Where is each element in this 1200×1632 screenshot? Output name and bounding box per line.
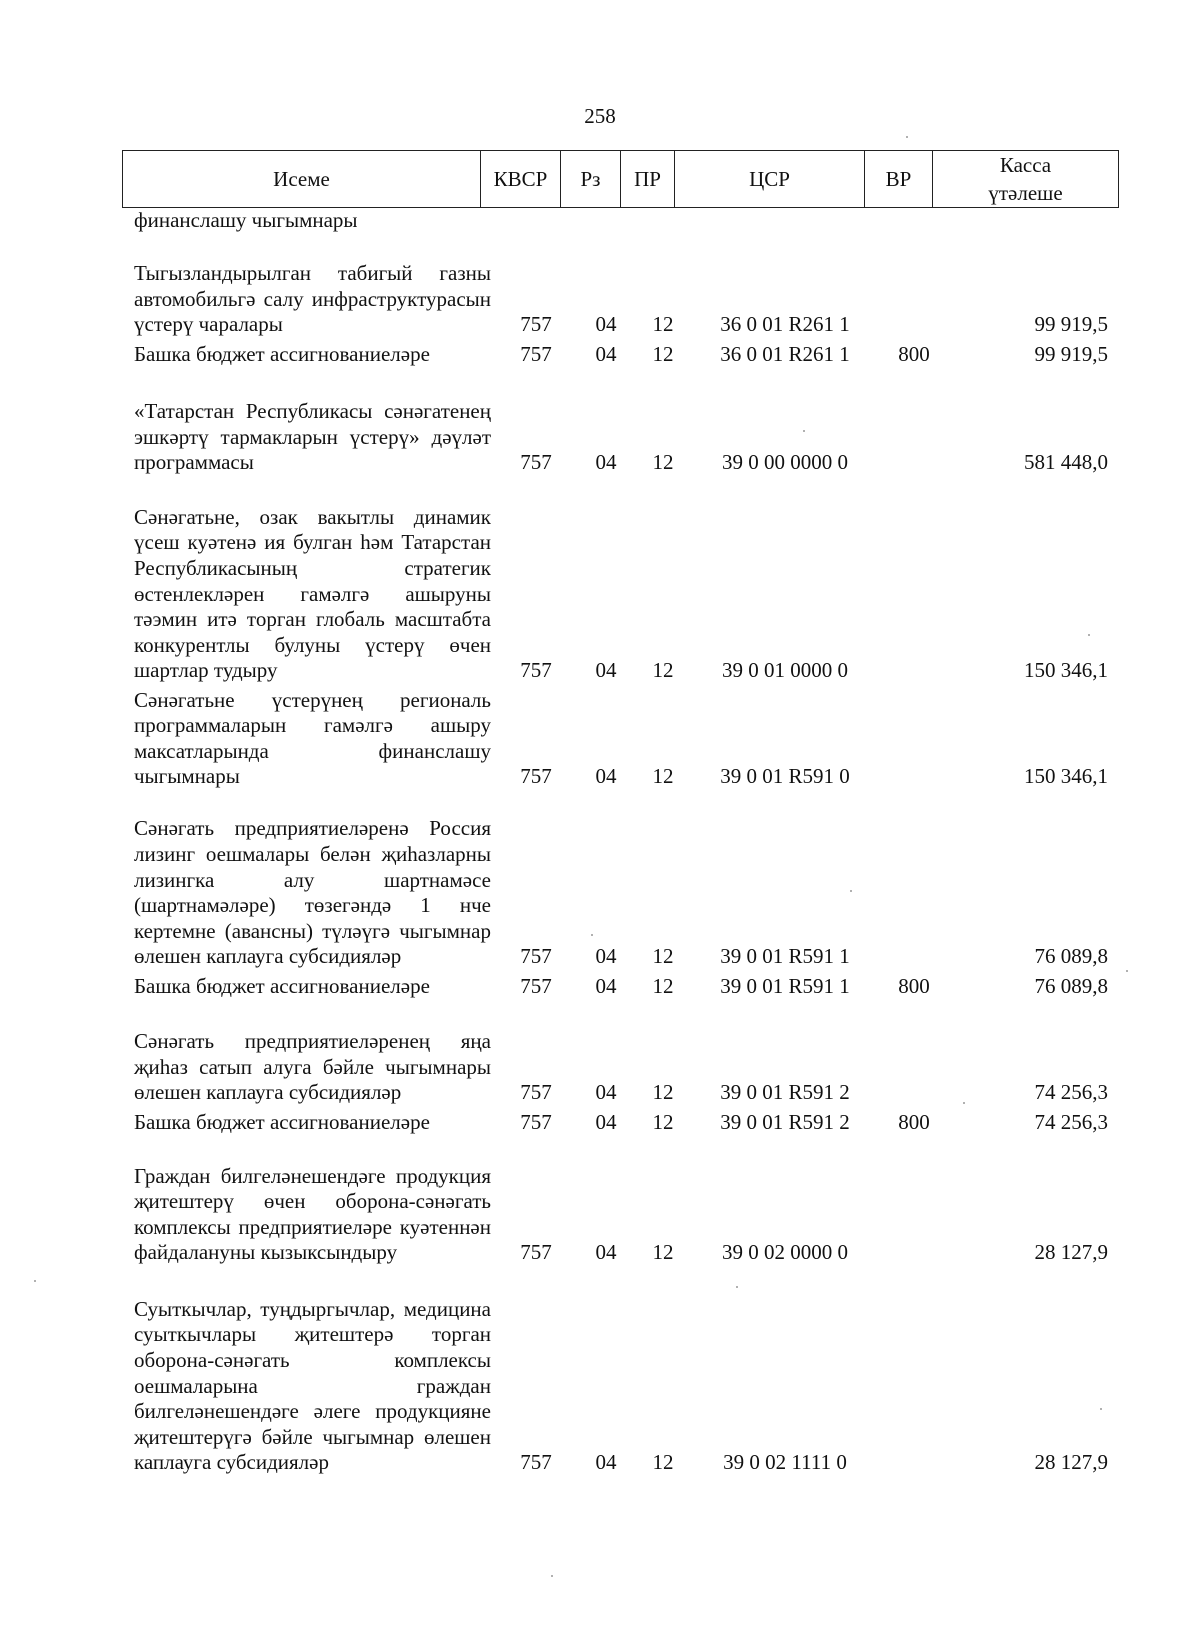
row-vr: 800 [898, 974, 930, 999]
row-rz: 04 [595, 1080, 617, 1105]
table-row [0, 684, 1200, 790]
table-row [0, 790, 1200, 970]
row-kvsr: 757 [520, 342, 552, 367]
row-name: Сәнәгатьне үстерүнең региональ программаларын гамәлгә ашыру максатларында финанслашу чыгымнары [134, 687, 491, 789]
row-pr: 12 [652, 974, 674, 999]
column-header-amount [933, 151, 1119, 208]
row-name: Сәнәгать предприятиеләренең яңа җиһаз сатып алуга бәйле чыгымнары өлешен каплауга субсидияләр [134, 1029, 491, 1105]
column-header-amount-line2: үтәлеше [988, 181, 1063, 205]
scan-speck [591, 934, 593, 936]
row-rz: 04 [595, 312, 617, 337]
column-header-rz: Рз [561, 151, 621, 208]
row-name: Башка бюджет ассигнованиеләре [134, 342, 430, 367]
table-row [0, 208, 1200, 234]
table-header [122, 150, 1119, 208]
row-name: Сәнәгать предприятиеләренә Россия лизинг оешмалары белән җиһазларны лизингка алу шартнамәсе (шартнамәләре) төзегәндә 1 нче кертемне (авансны) түләүгә чыгымнар өлешен каплауга субсидияләр [134, 816, 491, 969]
row-rz: 04 [595, 764, 617, 789]
scan-speck [1100, 1408, 1102, 1410]
column-header-pr: ПР [621, 151, 675, 208]
row-name: Башка бюджет ассигнованиеләре [134, 974, 430, 999]
scan-speck [906, 136, 908, 138]
row-pr: 12 [652, 1080, 674, 1105]
row-pr: 12 [652, 1110, 674, 1135]
scan-speck [551, 1575, 553, 1577]
row-pr: 12 [652, 342, 674, 367]
table-row [0, 338, 1200, 368]
row-csr: 36 0 01 R261 1 [720, 342, 850, 367]
row-csr: 39 0 00 0000 0 [722, 450, 848, 475]
row-name: Тыгызландырылган табигый газны автомобильгә салу инфраструктурасын үстерү чаралары [134, 261, 491, 337]
row-kvsr: 757 [520, 1240, 552, 1265]
row-pr: 12 [652, 658, 674, 683]
row-name: финанслашу чыгымнары [134, 208, 358, 233]
row-rz: 04 [595, 1110, 617, 1135]
row-amount: 28 127,9 [1034, 1240, 1108, 1265]
row-amount: 99 919,5 [1034, 342, 1108, 367]
column-header-vr: ВР [865, 151, 933, 208]
scan-speck [1126, 970, 1128, 972]
row-amount: 74 256,3 [1034, 1110, 1108, 1135]
table-row [0, 1136, 1200, 1266]
scan-speck [803, 430, 805, 432]
row-kvsr: 757 [520, 1110, 552, 1135]
row-amount: 150 346,1 [1024, 658, 1108, 683]
row-csr: 39 0 02 1111 0 [723, 1450, 847, 1475]
row-pr: 12 [652, 1240, 674, 1265]
row-kvsr: 757 [520, 312, 552, 337]
scan-speck [34, 1280, 36, 1282]
row-name: Башка бюджет ассигнованиеләре [134, 1110, 430, 1135]
row-amount: 74 256,3 [1034, 1080, 1108, 1105]
row-rz: 04 [595, 944, 617, 969]
row-amount: 99 919,5 [1034, 312, 1108, 337]
row-rz: 04 [595, 1450, 617, 1475]
table-row [0, 1000, 1200, 1106]
row-pr: 12 [652, 764, 674, 789]
row-kvsr: 757 [520, 1080, 552, 1105]
column-header-amount-line1: Касса [999, 153, 1052, 177]
page-number: 258 [584, 104, 616, 128]
row-kvsr: 757 [520, 1450, 552, 1475]
scan-speck [963, 1102, 965, 1104]
row-pr: 12 [652, 944, 674, 969]
row-amount: 76 089,8 [1034, 974, 1108, 999]
row-rz: 04 [595, 342, 617, 367]
row-amount: 76 089,8 [1034, 944, 1108, 969]
row-amount: 150 346,1 [1024, 764, 1108, 789]
row-csr: 39 0 01 R591 1 [720, 974, 850, 999]
row-pr: 12 [652, 312, 674, 337]
row-csr: 36 0 01 R261 1 [720, 312, 850, 337]
table-row [0, 476, 1200, 684]
row-csr: 39 0 02 0000 0 [722, 1240, 848, 1265]
scan-speck [1088, 634, 1090, 636]
row-rz: 04 [595, 450, 617, 475]
table-row [0, 1266, 1200, 1476]
row-amount: 28 127,9 [1034, 1450, 1108, 1475]
row-vr: 800 [898, 342, 930, 367]
row-csr: 39 0 01 R591 2 [720, 1110, 850, 1135]
row-csr: 39 0 01 R591 0 [720, 764, 850, 789]
row-pr: 12 [652, 1450, 674, 1475]
table-row [0, 234, 1200, 338]
row-vr: 800 [898, 1110, 930, 1135]
table-row [0, 368, 1200, 476]
row-csr: 39 0 01 0000 0 [722, 658, 848, 683]
scan-speck [850, 890, 852, 892]
table-row [0, 970, 1200, 1000]
row-name: Сәнәгатьне, озак вакытлы динамик үсеш куәтенә ия булган һәм Татарстан Республикасының стратегик өстенлекләрен гамәлгә ашыруны тәэмин итә торган глобаль масштабта конкурентлы булуны үстерү өчен шартлар тудыру [134, 504, 491, 683]
row-csr: 39 0 01 R591 1 [720, 944, 850, 969]
row-name: Суыткычлар, туңдыргычлар, медицина суыткычлары җитештерә торган оборона-сәнәгать комплексы оешмаларына граждан билгеләнешендәге әлеге продукцияне җитештерүгә бәйле чыгымнар өлешен каплауга субсидияләр [134, 1296, 491, 1475]
row-kvsr: 757 [520, 944, 552, 969]
row-kvsr: 757 [520, 658, 552, 683]
row-kvsr: 757 [520, 974, 552, 999]
row-name: «Татарстан Республикасы сәнәгатенең эшкәртү тармакларын үстерү» дәүләт программасы [134, 399, 491, 475]
column-header-kvsr: КВСР [481, 151, 561, 208]
row-amount: 581 448,0 [1024, 450, 1108, 475]
row-kvsr: 757 [520, 450, 552, 475]
row-pr: 12 [652, 450, 674, 475]
scan-speck [736, 1286, 738, 1288]
row-name: Граждан билгеләнешендәге продукция җитештерү өчен оборона-сәнәгать комплексы предприятиеләре куәтеннән файдалануны кызыксындыру [134, 1163, 491, 1265]
column-header-name: Исеме [123, 151, 481, 208]
row-kvsr: 757 [520, 764, 552, 789]
column-header-csr: ЦСР [675, 151, 865, 208]
row-rz: 04 [595, 658, 617, 683]
row-csr: 39 0 01 R591 2 [720, 1080, 850, 1105]
row-rz: 04 [595, 1240, 617, 1265]
table-row [0, 1106, 1200, 1136]
row-rz: 04 [595, 974, 617, 999]
